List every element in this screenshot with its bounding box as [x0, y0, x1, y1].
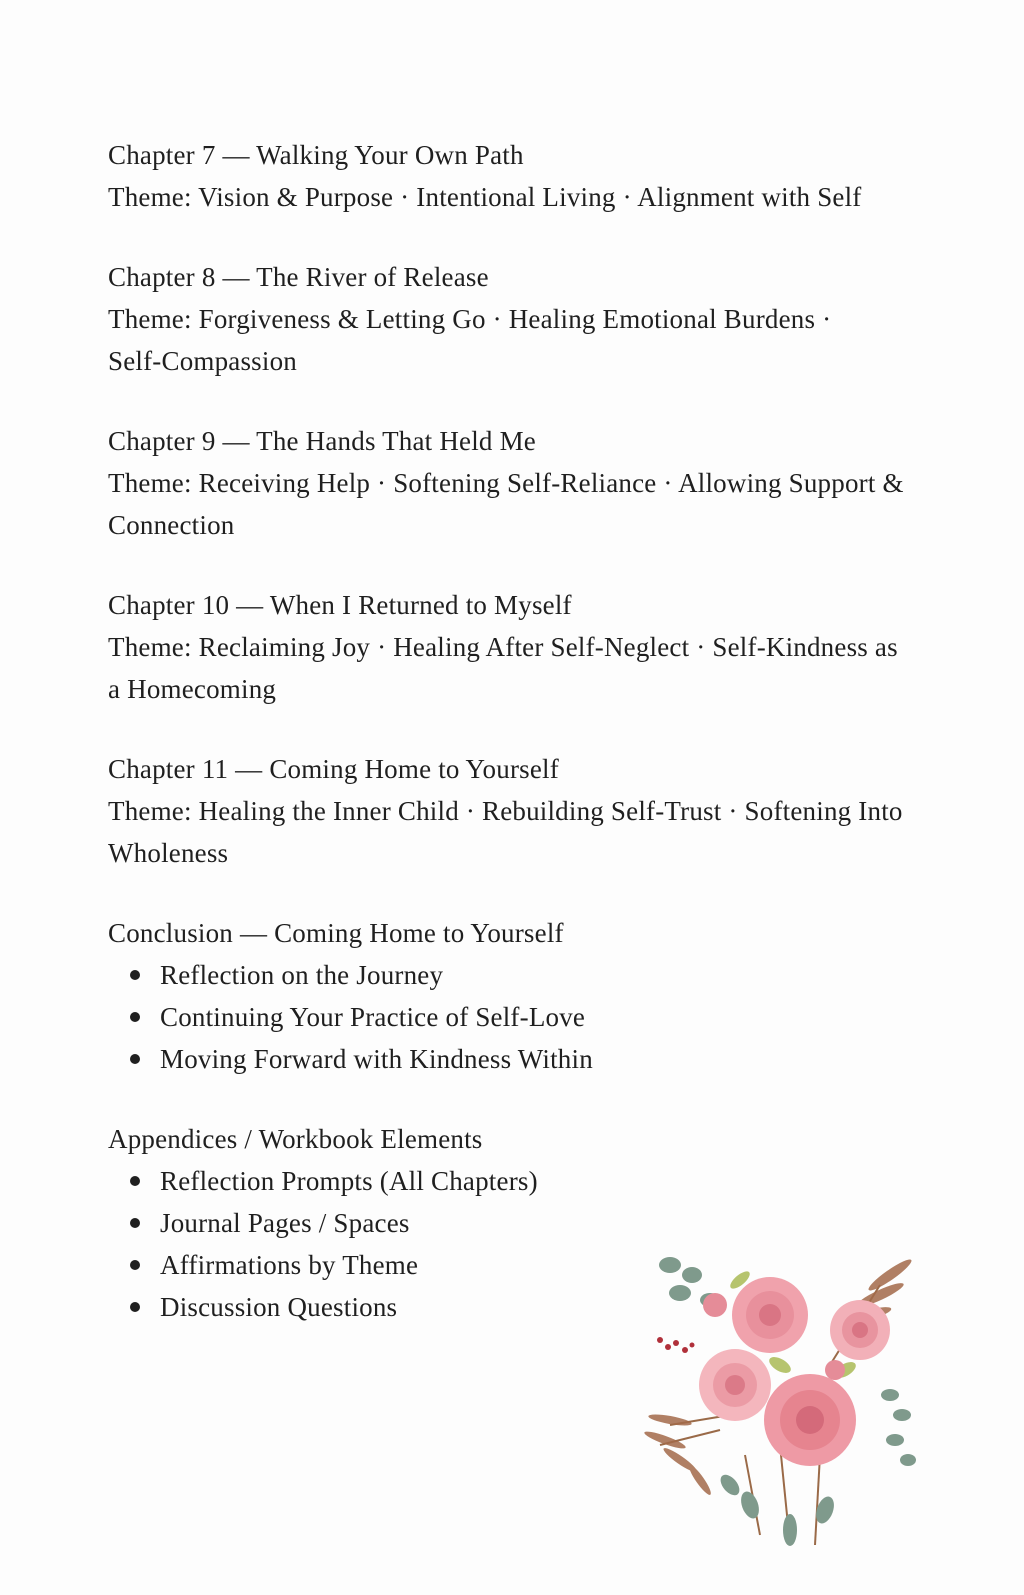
chapter-10-section: [108, 584, 928, 710]
appendices-heading: Appendices / Workbook Elements: [108, 1124, 483, 1154]
list-item: [108, 1038, 928, 1080]
roses: [699, 1277, 890, 1466]
bullet-icon: [130, 1176, 140, 1186]
conclusion-heading: Conclusion — Coming Home to Yourself: [108, 918, 564, 948]
chapter-11-section: [108, 748, 928, 874]
conclusion-section: [108, 912, 928, 1080]
berries: [657, 1337, 695, 1353]
chapter-heading: Chapter 11 — Coming Home to Yourself: [108, 754, 559, 784]
list-item: [108, 954, 928, 996]
chapter-theme: Theme: Receiving Help · Softening Self-Reliance · Allowing Support & Connection: [108, 468, 904, 540]
list-item-text: Moving Forward with Kindness Within: [160, 1044, 593, 1074]
chapter-9-section: [108, 420, 928, 546]
rose-bouquet-illustration: [640, 1245, 940, 1565]
list-item-text: Continuing Your Practice of Self-Love: [160, 1002, 586, 1032]
bullet-icon: [130, 1012, 140, 1022]
chapter-8-section: [108, 256, 928, 382]
bullet-icon: [130, 1260, 140, 1270]
chapter-theme: Theme: Forgiveness & Letting Go · Healing Emotional Burdens · Self-Compassion: [108, 304, 832, 376]
chapter-theme: Theme: Reclaiming Joy · Healing After Self-Neglect · Self-Kindness as a Homecoming: [108, 632, 898, 704]
table-of-contents: [108, 134, 928, 1366]
chapter-heading: Chapter 9 — The Hands That Held Me: [108, 426, 536, 456]
list-item-text: Discussion Questions: [160, 1292, 398, 1322]
chapter-heading: Chapter 8 — The River of Release: [108, 262, 489, 292]
list-item-text: Journal Pages / Spaces: [160, 1208, 410, 1238]
bullet-icon: [130, 1054, 140, 1064]
chapter-theme: Theme: Healing the Inner Child · Rebuilding Self-Trust · Softening Into Wholeness: [108, 796, 903, 868]
chapter-heading: Chapter 7 — Walking Your Own Path: [108, 140, 524, 170]
list-item-text: Reflection on the Journey: [160, 960, 444, 990]
chapter-heading: Chapter 10 — When I Returned to Myself: [108, 590, 572, 620]
bullet-icon: [130, 1218, 140, 1228]
chapter-theme: Theme: Vision & Purpose · Intentional Living · Alignment with Self: [108, 182, 862, 212]
list-item: [108, 996, 928, 1038]
list-item-text: Affirmations by Theme: [160, 1250, 419, 1280]
list-item: [108, 1202, 928, 1244]
conclusion-list: [108, 954, 928, 1080]
list-item: [108, 1160, 928, 1202]
list-item-text: Reflection Prompts (All Chapters): [160, 1166, 538, 1196]
chapter-7-section: [108, 134, 928, 218]
bullet-icon: [130, 1302, 140, 1312]
bullet-icon: [130, 970, 140, 980]
